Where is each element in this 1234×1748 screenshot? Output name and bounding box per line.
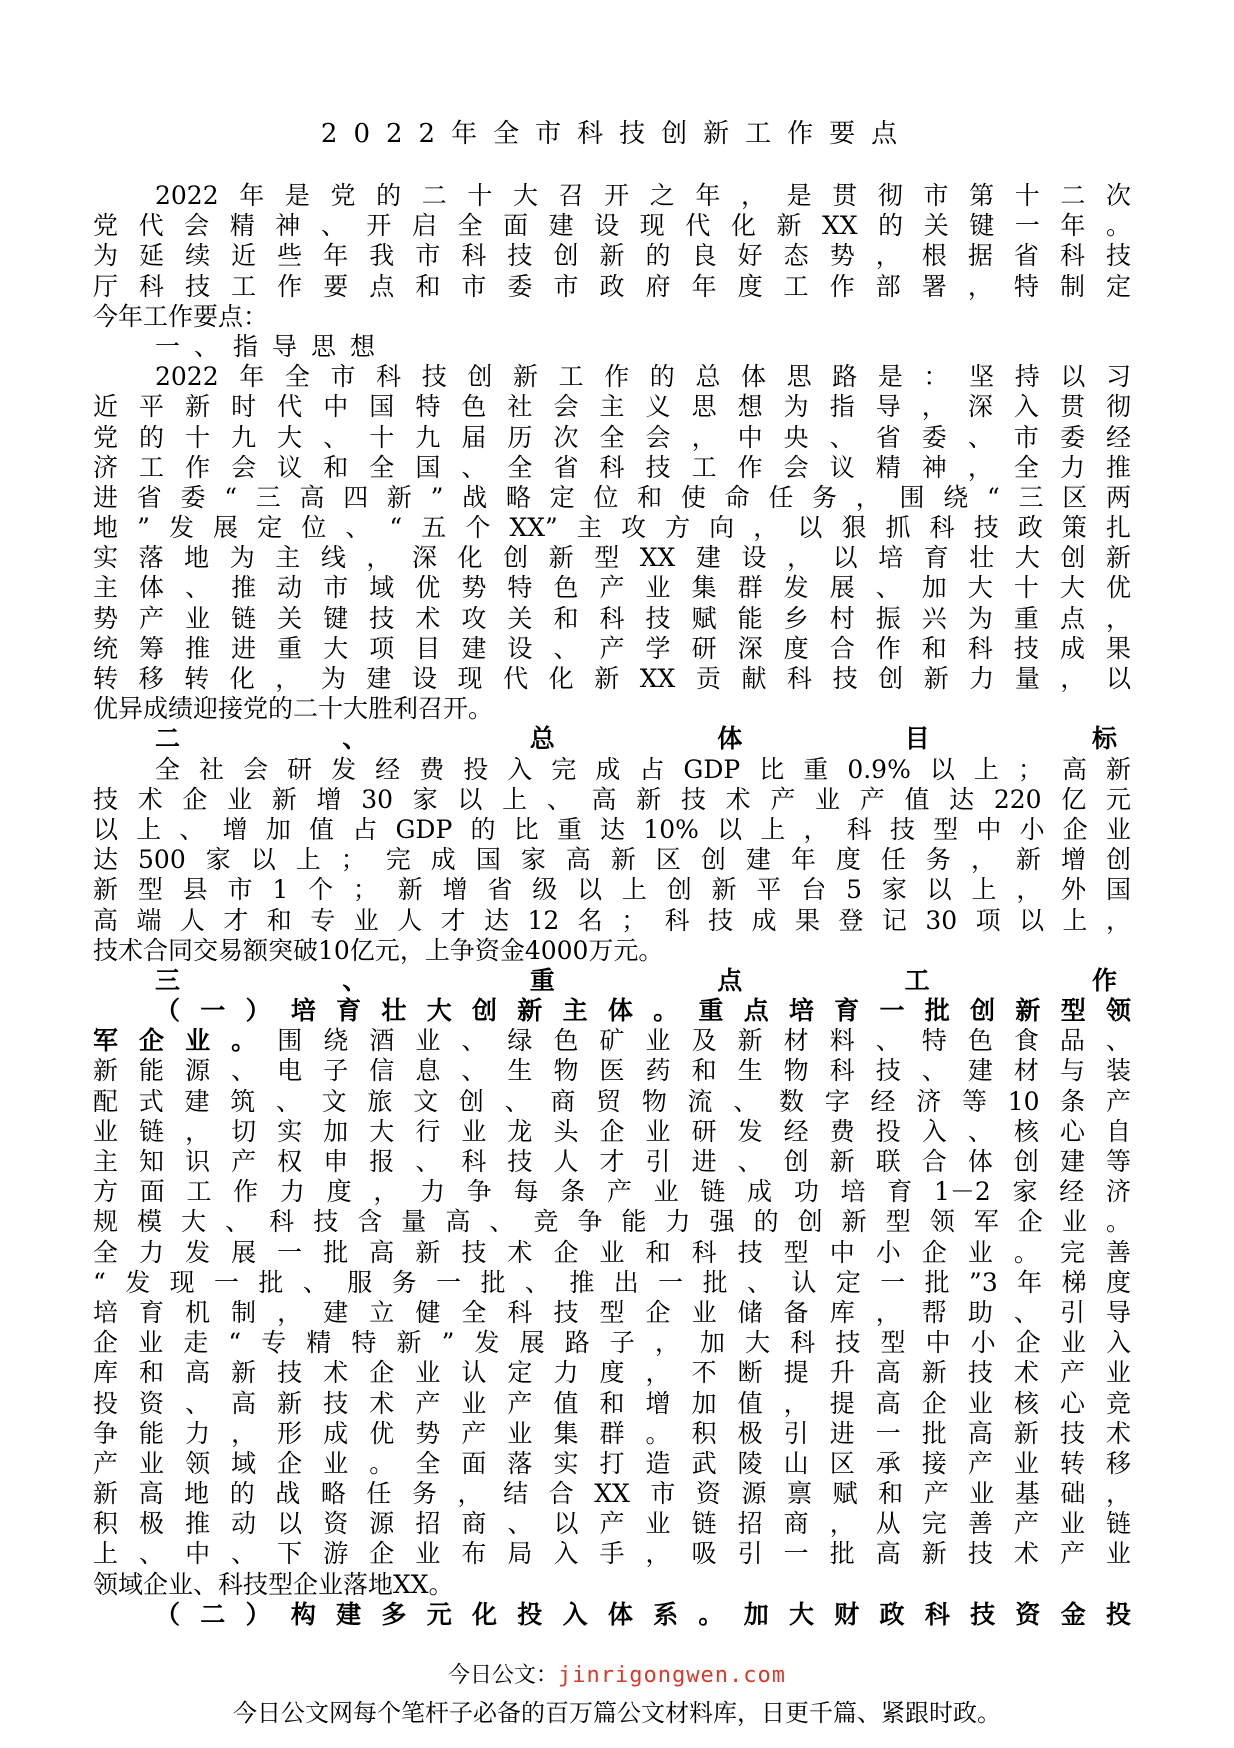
document-line: 以上、增加值占GDP的比重达10%以上，科技型中小企业 <box>93 814 1131 844</box>
document-line: 全力发展一批高新技术企业和科技型中小企业。完善 <box>93 1237 1131 1267</box>
document-body <box>93 181 1131 1630</box>
document-line: 方面工作力度，力争每条产业链成功培育1－2家经济 <box>93 1177 1131 1207</box>
document-line: 新型县市1个；新增省级以上创新平台5家以上，外国 <box>93 875 1131 905</box>
document-line: 主知识产权申报、科技人才引进、创新联合体创建等 <box>93 1147 1131 1176</box>
document-line: 党的十九大、十九届历次全会，中央、省委、市委经 <box>93 422 1131 452</box>
footer-site-label: 今日公文： <box>448 1663 559 1688</box>
document-line: （一）培育壮大创新主体。重点培育一批创新型领 <box>155 996 1131 1026</box>
document-line: 2022年全市科技创新工作的总体思路是：坚持以习 <box>155 362 1131 392</box>
document-line: 技术合同交易额突破10亿元，上争资金4000万元。 <box>93 935 664 965</box>
document-line: 为延续近些年我市科技创新的良好态势，根据省科技 <box>93 241 1131 271</box>
document-line: 全社会研发经费投入完成占GDP比重0.9%以上；高新 <box>155 754 1131 784</box>
document-line: 上、中、下游企业布局入手，吸引一批高新技术产业 <box>93 1539 1131 1569</box>
document-line: 地”发展定位、“五个XX”主攻方向，以狠抓科技政策扎 <box>93 513 1131 543</box>
document-line: 规模大、科技含量高、竞争能力强的创新型领军企业。 <box>93 1207 1131 1237</box>
document-line: 库和高新技术企业认定力度，不断提升高新技术产业 <box>93 1358 1131 1388</box>
document-line: 势产业链关键技术攻关和科技赋能乡村振兴为重点， <box>93 603 1131 633</box>
bold-lead-text: 军企业。 <box>93 1026 278 1056</box>
footer-site <box>0 1662 1234 1690</box>
line-rest-text: 围绕酒业、绿色矿业及新材料、特色食品、 <box>277 1026 1131 1056</box>
document-line: 新高地的战略任务，结合XX市资源禀赋和产业基础， <box>93 1479 1131 1509</box>
document-line: 统筹推进重大项目建设、产学研深度合作和科技成果 <box>93 633 1131 663</box>
document-line: 实落地为主线，深化创新型XX建设，以培育壮大创新 <box>93 543 1131 573</box>
footer-site-link[interactable]: jinrigongwen.com <box>558 1663 786 1688</box>
document-line: 高端人才和专业人才达12名；科技成果登记30项以上， <box>93 905 1131 935</box>
document-title: 2022年全市科技创新工作要点 <box>320 119 914 149</box>
section-heading: 三、重点工作 <box>155 965 1131 995</box>
document-line: 产业领域企业。全面落实打造武陵山区承接产业转移 <box>93 1448 1131 1478</box>
document-line: 积极推动以资源招商、以产业链招商，从完善产业链 <box>93 1509 1131 1539</box>
document-line: 厅科技工作要点和市委市政府年度工作部署，特制定 <box>93 271 1131 301</box>
document-line: 争能力，形成优势产业集群。积极引进一批高新技术 <box>93 1418 1131 1448</box>
document-line: 济工作会议和全国、全省科技工作会议精神，全力推 <box>93 452 1131 482</box>
document-line: 领域企业、科技型企业落地XX。 <box>93 1569 454 1599</box>
document-line: 配式建筑、文旅文创、商贸物流、数字经济等10条产 <box>93 1086 1131 1116</box>
document-line: 培育机制，建立健全科技型企业储备库，帮助、引导 <box>93 1297 1131 1327</box>
document-line: 企业走“专精特新”发展路子，加大科技型中小企业入 <box>93 1328 1131 1358</box>
document-line: 进省委“三高四新”战略定位和使命任务，围绕“三区两 <box>93 482 1131 512</box>
footer-slogan: 今日公文网每个笔杆子必备的百万篇公文材料库，日更千篇、紧跟时政。 <box>233 1699 1001 1727</box>
document-line: 业链，切实加大行业龙头企业研发经费投入、核心自 <box>93 1116 1131 1146</box>
document-line: 今年工作要点： <box>93 301 269 331</box>
document-line: 技术企业新增30家以上、高新技术产业产值达220亿元 <box>93 784 1131 814</box>
document-line: 近平新时代中国特色社会主义思想为指导，深入贯彻 <box>93 392 1131 422</box>
document-line: 主体、推动市域优势特色产业集群发展、加大十大优 <box>93 573 1131 603</box>
document-line: 优异成绩迎接党的二十大胜利召开。 <box>93 694 494 724</box>
document-line: 2022年是党的二十大召开之年，是贯彻市第十二次 <box>155 181 1131 210</box>
document-line: 转移转化，为建设现代化新XX贡献科技创新力量，以 <box>93 664 1131 693</box>
document-line: （二）构建多元化投入体系。加大财政科技资金投 <box>155 1599 1131 1629</box>
document-line: 党代会精神、开启全面建设现代化新XX的关键一年。 <box>93 211 1131 241</box>
section-heading: 一、指导思想 <box>155 331 390 361</box>
section-heading: 二、总体目标 <box>155 724 1131 754</box>
document-line: “发现一批、服务一批、推出一批、认定一批”3年梯度 <box>93 1267 1131 1297</box>
document-line: 投资、高新技术产业产值和增加值，提高企业核心竞 <box>93 1388 1131 1418</box>
document-line <box>93 1026 1131 1056</box>
document-line: 达500家以上；完成国家高新区创建年度任务，新增创 <box>93 845 1131 875</box>
document-line: 新能源、电子信息、生物医药和生物科技、建材与装 <box>93 1056 1131 1086</box>
